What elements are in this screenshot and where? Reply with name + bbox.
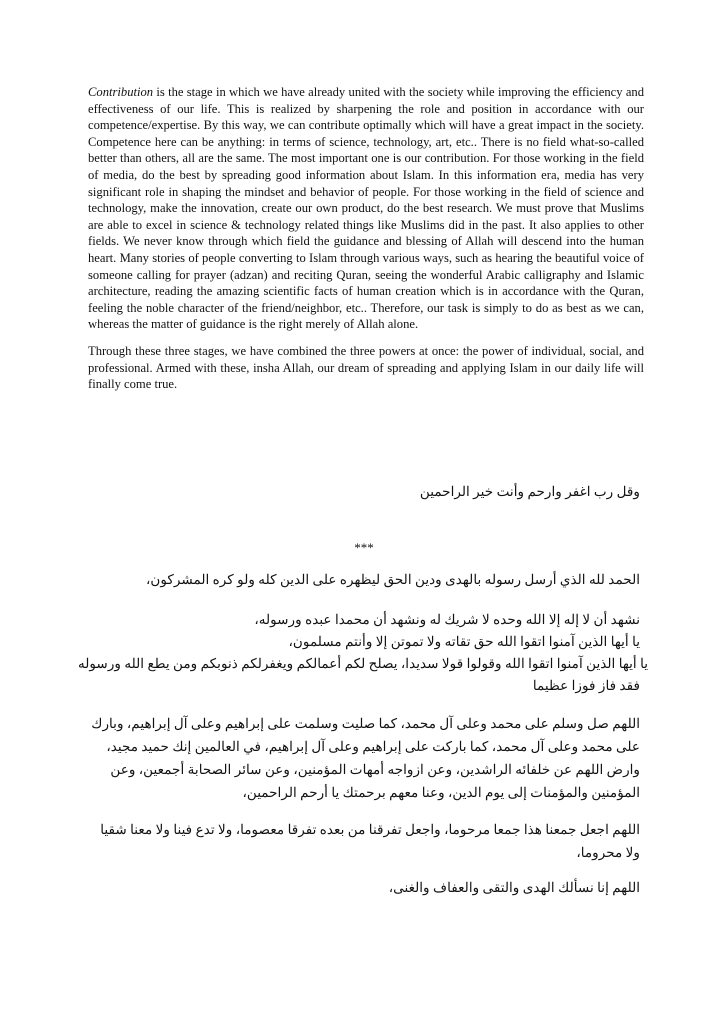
arabic-dua-line: اللهم اجعل جمعنا هذا جمعا مرحوما، واجعل تفرقنا من بعده تفرقا معصوما، ولا تدع فينا ولا معنا شقيا [100, 822, 640, 837]
arabic-salawat-line: على محمد وعلى آل محمد، كما باركت على إبراهيم وعلى آل إبراهيم، في العالمين إنك حميد مجيد، [106, 739, 640, 754]
arabic-shahada-line: فقد فاز فوزا عظيما [532, 678, 640, 693]
arabic-verse: وقل رب اغفر وارحم وأنت خير الراحمين [419, 484, 640, 499]
arabic-salawat-line: اللهم صل وسلم على محمد وعلى آل محمد، كما صليت وسلمت على إبراهيم وعلى آل إبراهيم، وبارك [91, 716, 640, 731]
arabic-shahada-line: يا أيها الذين آمنوا اتقوا الله وقولوا قولا سديدا، يصلح لكم أعمالكم ويغفرلكم ذنوبكم ومن يطع الله ورسوله [77, 656, 648, 671]
paragraph-three-stages: Through these three stages, we have combined the three powers at once: the power of individual, social, and professional. Armed with these, insha Allah, our dream of spreading and applying Islam in our daily life will finally come true. [88, 343, 644, 392]
section-separator: *** [354, 540, 374, 555]
document-page [88, 84, 644, 403]
contribution-text: is the stage in which we have already united with the society while improving the efficiency and effectiveness of our life. This is realized by sharpening the role and position in accordance with our competence/expertise. By this way, we can contribute optimally which will have a great impact in the society. Competence here can be anything: in terms of science, technology, art, etc.. There is no field what-so-called better than others, all are the same. The most important one is our contribution. For those working in the field of media, do the best by spreading good information about Islam. In this information era, media has very significant role in shaping the mindset and behavior of people. For those working in the field of science and technology, make the innovation, create our own product, do the best research. We must prove that Muslims are able to excel in science & technology related things like Muslims did in the past. It also applies to other fields. We never know through which field the guidance and blessing of Allah will descend into the human heart. Many stories of people converting to Islam through various ways, such as hearing the beautiful voice of someone calling for prayer (adzan) and reciting Quran, seeing the wonderful Arabic calligraphy and Islamic architecture, reading the amazing scientific facts of human creation which is in accordance with the Quran, feeling the noble character of the friend/neighbor, etc.. Therefore, our task is simply to do as best as we can, whereas the matter of guidance is the right merely of Allah alone. [88, 85, 644, 332]
paragraph-contribution [88, 84, 644, 333]
arabic-hamd: الحمد لله الذي أرسل رسوله بالهدى ودين الحق ليظهره على الدين كله ولو كره المشركون، [146, 572, 640, 587]
arabic-salawat-line: وارض اللهم عن خلفائه الراشدين، وعن ازواجه أمهات المؤمنين، وعن سائر الصحابة أجمعين، وعن [110, 762, 640, 777]
arabic-dua-final: اللهم إنا نسألك الهدى والتقى والعفاف والغنى، [388, 880, 640, 895]
contribution-term: Contribution [88, 85, 154, 99]
arabic-salawat-line: المؤمنين والمؤمنات إلى يوم الدين، وعنا معهم برحمتك يا أرحم الراحمين، [242, 785, 640, 800]
arabic-shahada-line: يا أيها الذين آمنوا اتقوا الله حق تقاته ولا تموتن إلا وأنتم مسلمون، [288, 634, 640, 649]
arabic-dua-line: ولا محروما، [576, 845, 640, 860]
arabic-shahada-line: نشهد أن لا إله إلا الله وحده لا شريك له ونشهد أن محمدا عبده ورسوله، [254, 612, 640, 627]
